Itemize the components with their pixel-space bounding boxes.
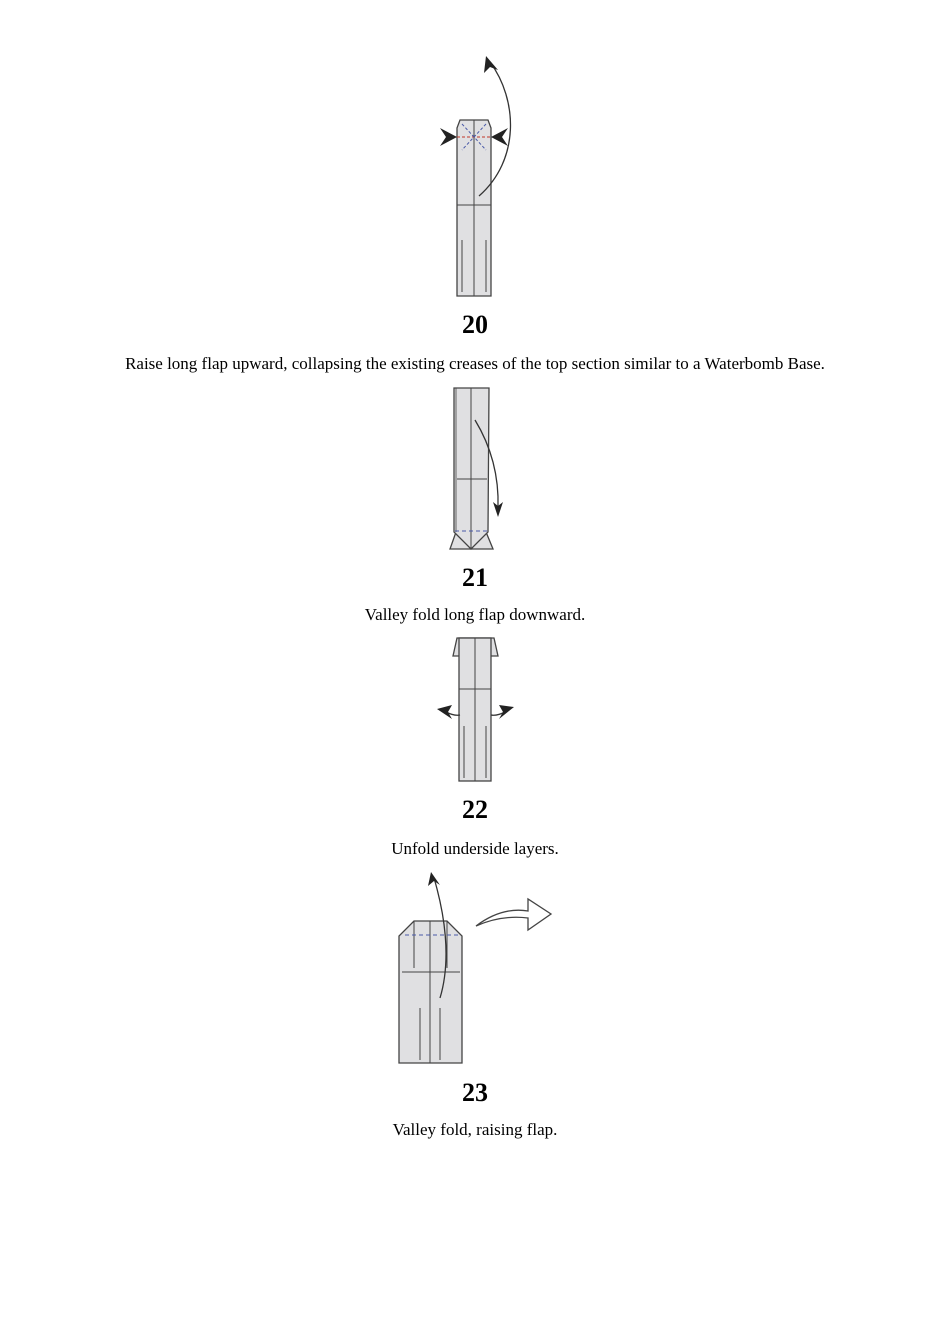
step-20-diagram [430, 50, 530, 300]
raise-arrow-head-icon [428, 872, 440, 886]
step-22-caption: Unfold underside layers. [391, 839, 559, 858]
step-21-caption: Valley fold long flap downward. [364, 605, 586, 624]
push-arrow-left-icon [440, 128, 457, 146]
step-23-number: 23 [462, 1078, 488, 1107]
step-21-diagram [440, 380, 510, 555]
step-22-number: 22 [462, 795, 488, 824]
step-21-figure [440, 380, 510, 555]
step-23-caption: Valley fold, raising flap. [392, 1120, 558, 1139]
turn-over-arrow-icon [476, 899, 551, 930]
push-arrow-right-icon [491, 128, 508, 146]
unfold-arrow-left-head-icon [437, 705, 452, 719]
step-22-diagram [430, 630, 525, 790]
unfold-arrow-right-head-icon [499, 705, 514, 719]
step-20-caption: Raise long flap upward, collapsing the existing creases of the top section similar to a Waterbomb Base. [125, 354, 825, 373]
step-21-number: 21 [462, 563, 488, 592]
step-20-figure [430, 50, 530, 300]
step-22-figure [430, 630, 525, 790]
step-23-diagram [390, 865, 560, 1070]
step-23-figure [390, 865, 560, 1070]
step-20-number: 20 [462, 310, 488, 339]
